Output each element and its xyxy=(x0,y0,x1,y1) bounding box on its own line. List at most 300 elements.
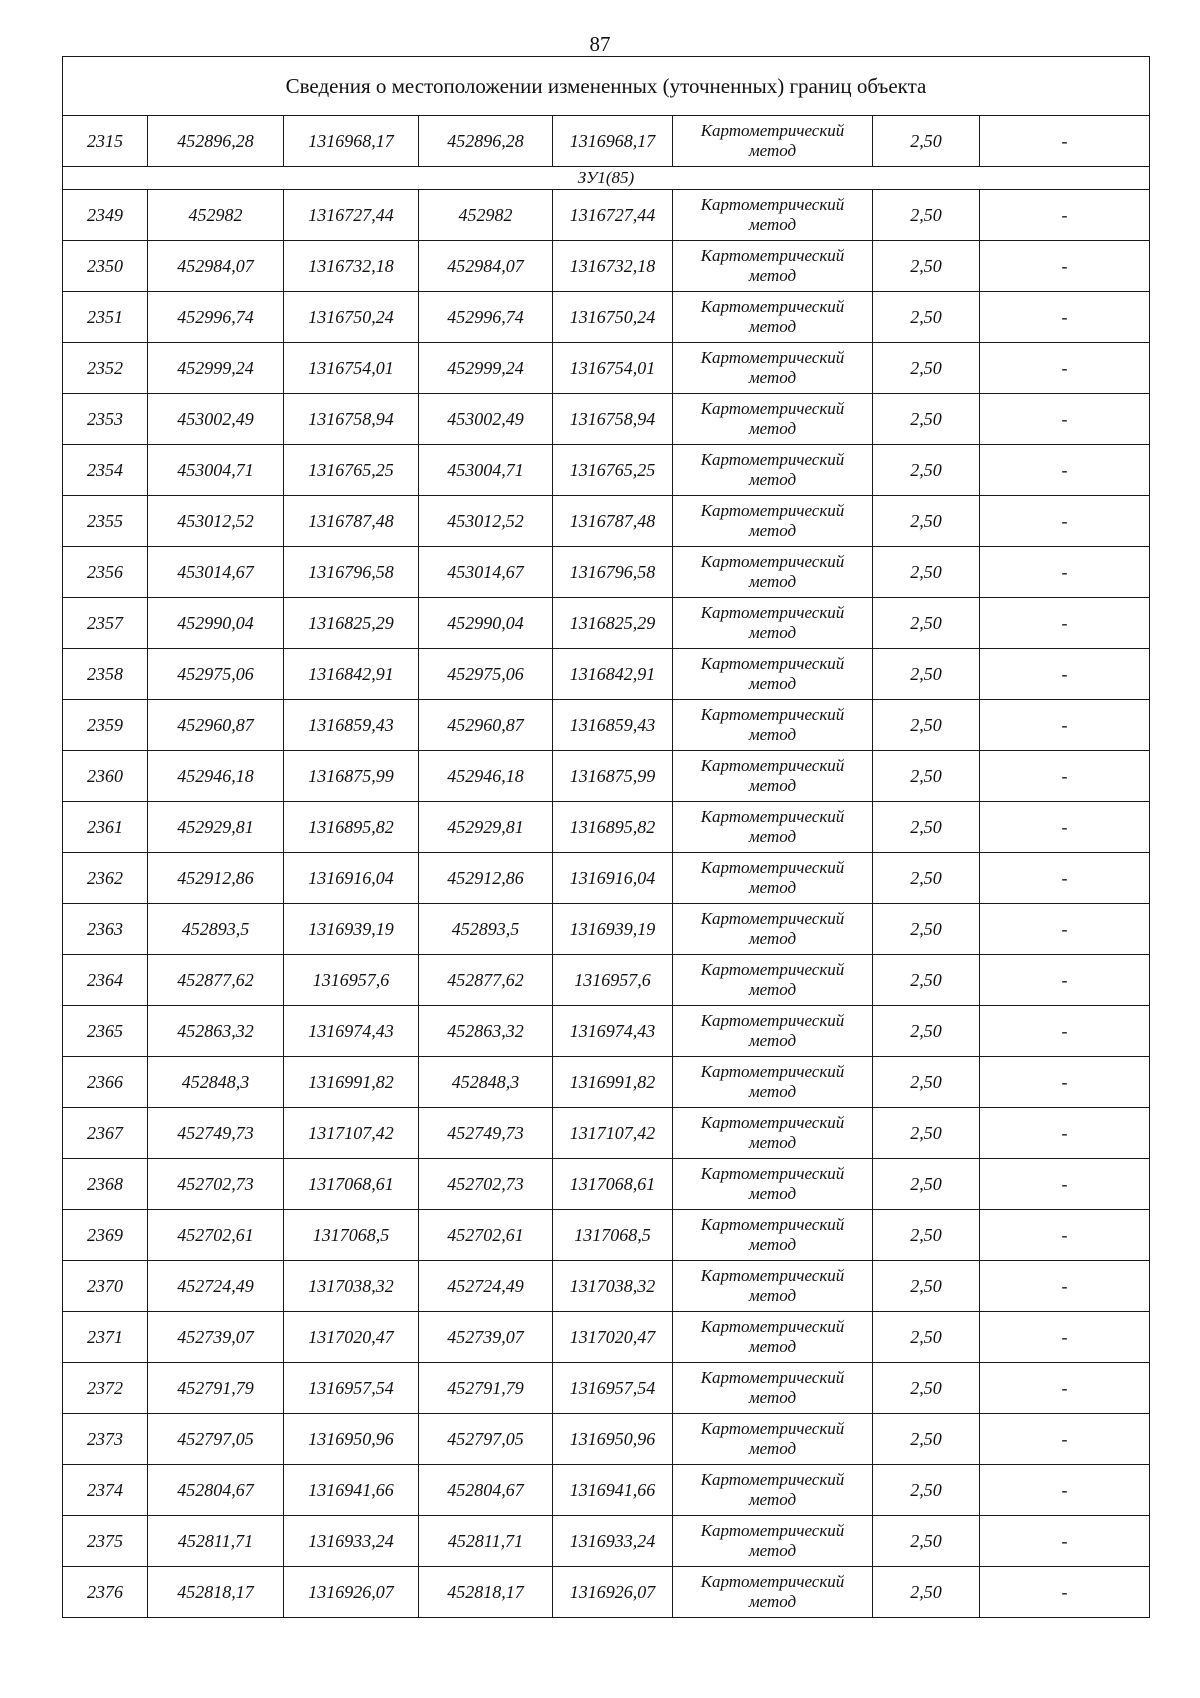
method-text-line: метод xyxy=(748,929,797,948)
refined-x-cell: 452818,17 xyxy=(419,1567,553,1618)
method-text-line: Картометрический xyxy=(700,501,845,520)
method-cell xyxy=(673,343,873,394)
existing-x-cell: 452702,61 xyxy=(148,1210,284,1261)
point-number-cell: 2361 xyxy=(63,802,148,853)
refined-x-cell: 452990,04 xyxy=(419,598,553,649)
existing-x-cell: 452975,06 xyxy=(148,649,284,700)
refined-x-cell: 452929,81 xyxy=(419,802,553,853)
method-cell xyxy=(673,1159,873,1210)
method-cell xyxy=(673,190,873,241)
existing-x-cell: 452946,18 xyxy=(148,751,284,802)
existing-x-cell: 452877,62 xyxy=(148,955,284,1006)
method-text-line: Картометрический xyxy=(700,705,845,724)
point-number-cell: 2375 xyxy=(63,1516,148,1567)
method-text-line: метод xyxy=(748,470,797,489)
note-cell: - xyxy=(980,1210,1150,1261)
table-row xyxy=(63,700,1150,751)
table-row xyxy=(63,1210,1150,1261)
accuracy-cell: 2,50 xyxy=(873,1057,980,1108)
existing-x-cell: 452990,04 xyxy=(148,598,284,649)
method-text-line: метод xyxy=(748,1235,797,1254)
method-text-line: метод xyxy=(748,1286,797,1305)
refined-x-cell: 452804,67 xyxy=(419,1465,553,1516)
method-cell xyxy=(673,496,873,547)
refined-x-cell: 452863,32 xyxy=(419,1006,553,1057)
refined-y-cell: 1316796,58 xyxy=(553,547,673,598)
accuracy-cell: 2,50 xyxy=(873,496,980,547)
refined-y-cell: 1317068,5 xyxy=(553,1210,673,1261)
existing-x-cell: 452982 xyxy=(148,190,284,241)
method-text-line: Картометрический xyxy=(700,603,845,622)
note-cell: - xyxy=(980,1567,1150,1618)
point-number-cell: 2366 xyxy=(63,1057,148,1108)
existing-y-cell: 1316933,24 xyxy=(284,1516,419,1567)
method-text-line: Картометрический xyxy=(700,756,845,775)
refined-y-cell: 1316968,17 xyxy=(553,116,673,167)
existing-y-cell: 1316750,24 xyxy=(284,292,419,343)
method-cell xyxy=(673,1465,873,1516)
method-text-line: Картометрический xyxy=(700,1419,845,1438)
existing-y-cell: 1316941,66 xyxy=(284,1465,419,1516)
method-text-line: метод xyxy=(748,878,797,897)
note-cell: - xyxy=(980,1057,1150,1108)
table-row xyxy=(63,802,1150,853)
existing-y-cell: 1316968,17 xyxy=(284,116,419,167)
method-text-line: метод xyxy=(748,1541,797,1560)
section-label: ЗУ1(85) xyxy=(63,167,1150,190)
method-text-line: метод xyxy=(748,1388,797,1407)
point-number-cell: 2362 xyxy=(63,853,148,904)
table-row xyxy=(63,751,1150,802)
method-text-line: метод xyxy=(748,317,797,336)
point-number-cell: 2364 xyxy=(63,955,148,1006)
refined-y-cell: 1316974,43 xyxy=(553,1006,673,1057)
refined-x-cell: 452702,73 xyxy=(419,1159,553,1210)
method-text-line: метод xyxy=(748,623,797,642)
refined-y-cell: 1316875,99 xyxy=(553,751,673,802)
existing-x-cell: 452811,71 xyxy=(148,1516,284,1567)
method-text-line: Картометрический xyxy=(700,1521,845,1540)
table-row xyxy=(63,1261,1150,1312)
existing-y-cell: 1316926,07 xyxy=(284,1567,419,1618)
method-text-line: метод xyxy=(748,141,797,160)
method-text-line: Картометрический xyxy=(700,1572,845,1591)
method-text-line: Картометрический xyxy=(700,121,845,140)
refined-x-cell: 452749,73 xyxy=(419,1108,553,1159)
refined-x-cell: 452877,62 xyxy=(419,955,553,1006)
refined-y-cell: 1316859,43 xyxy=(553,700,673,751)
method-cell xyxy=(673,700,873,751)
table-row xyxy=(63,496,1150,547)
existing-y-cell: 1317068,5 xyxy=(284,1210,419,1261)
accuracy-cell: 2,50 xyxy=(873,445,980,496)
accuracy-cell: 2,50 xyxy=(873,190,980,241)
point-number-cell: 2368 xyxy=(63,1159,148,1210)
refined-x-cell: 452960,87 xyxy=(419,700,553,751)
accuracy-cell: 2,50 xyxy=(873,853,980,904)
point-number-cell: 2363 xyxy=(63,904,148,955)
point-number-cell: 2369 xyxy=(63,1210,148,1261)
refined-x-cell: 453014,67 xyxy=(419,547,553,598)
refined-x-cell: 452999,24 xyxy=(419,343,553,394)
refined-y-cell: 1317038,32 xyxy=(553,1261,673,1312)
method-text-line: метод xyxy=(748,1184,797,1203)
refined-y-cell: 1316939,19 xyxy=(553,904,673,955)
accuracy-cell: 2,50 xyxy=(873,598,980,649)
table-row xyxy=(63,1465,1150,1516)
note-cell: - xyxy=(980,751,1150,802)
accuracy-cell: 2,50 xyxy=(873,292,980,343)
existing-y-cell: 1316758,94 xyxy=(284,394,419,445)
refined-y-cell: 1316895,82 xyxy=(553,802,673,853)
existing-x-cell: 453014,67 xyxy=(148,547,284,598)
refined-x-cell: 452797,05 xyxy=(419,1414,553,1465)
refined-x-cell: 452848,3 xyxy=(419,1057,553,1108)
point-number-cell: 2357 xyxy=(63,598,148,649)
method-text-line: Картометрический xyxy=(700,297,845,316)
existing-x-cell: 452797,05 xyxy=(148,1414,284,1465)
method-text-line: Картометрический xyxy=(700,1011,845,1030)
point-number-cell: 2365 xyxy=(63,1006,148,1057)
existing-y-cell: 1316916,04 xyxy=(284,853,419,904)
method-text-line: Картометрический xyxy=(700,909,845,928)
table-row xyxy=(63,1363,1150,1414)
accuracy-cell: 2,50 xyxy=(873,1108,980,1159)
point-number-cell: 2354 xyxy=(63,445,148,496)
note-cell: - xyxy=(980,190,1150,241)
refined-y-cell: 1316750,24 xyxy=(553,292,673,343)
method-cell xyxy=(673,1261,873,1312)
note-cell: - xyxy=(980,802,1150,853)
existing-x-cell: 453002,49 xyxy=(148,394,284,445)
method-text-line: Картометрический xyxy=(700,1266,845,1285)
method-cell xyxy=(673,1516,873,1567)
existing-y-cell: 1316842,91 xyxy=(284,649,419,700)
refined-x-cell: 452975,06 xyxy=(419,649,553,700)
method-text-line: метод xyxy=(748,1592,797,1611)
point-number-cell: 2315 xyxy=(63,116,148,167)
method-text-line: Картометрический xyxy=(700,807,845,826)
table-row xyxy=(63,955,1150,1006)
method-cell xyxy=(673,1210,873,1261)
note-cell: - xyxy=(980,904,1150,955)
table-row xyxy=(63,598,1150,649)
method-cell xyxy=(673,1057,873,1108)
refined-x-cell: 452739,07 xyxy=(419,1312,553,1363)
existing-y-cell: 1316727,44 xyxy=(284,190,419,241)
existing-x-cell: 453004,71 xyxy=(148,445,284,496)
point-number-cell: 2359 xyxy=(63,700,148,751)
method-text-line: Картометрический xyxy=(700,1470,845,1489)
accuracy-cell: 2,50 xyxy=(873,1516,980,1567)
refined-x-cell: 452724,49 xyxy=(419,1261,553,1312)
note-cell: - xyxy=(980,343,1150,394)
existing-y-cell: 1316957,54 xyxy=(284,1363,419,1414)
accuracy-cell: 2,50 xyxy=(873,1210,980,1261)
existing-x-cell: 452724,49 xyxy=(148,1261,284,1312)
existing-x-cell: 452791,79 xyxy=(148,1363,284,1414)
method-text-line: Картометрический xyxy=(700,348,845,367)
accuracy-cell: 2,50 xyxy=(873,1006,980,1057)
existing-y-cell: 1316895,82 xyxy=(284,802,419,853)
table-title: Сведения о местоположении измененных (уточненных) границ объекта xyxy=(63,57,1150,116)
accuracy-cell: 2,50 xyxy=(873,1363,980,1414)
point-number-cell: 2373 xyxy=(63,1414,148,1465)
table-row xyxy=(63,853,1150,904)
accuracy-cell: 2,50 xyxy=(873,700,980,751)
refined-y-cell: 1316727,44 xyxy=(553,190,673,241)
method-text-line: Картометрический xyxy=(700,1317,845,1336)
method-text-line: Картометрический xyxy=(700,1368,845,1387)
existing-y-cell: 1316859,43 xyxy=(284,700,419,751)
point-number-cell: 2353 xyxy=(63,394,148,445)
refined-y-cell: 1316916,04 xyxy=(553,853,673,904)
accuracy-cell: 2,50 xyxy=(873,955,980,1006)
table-row xyxy=(63,343,1150,394)
note-cell: - xyxy=(980,1006,1150,1057)
accuracy-cell: 2,50 xyxy=(873,1312,980,1363)
method-cell xyxy=(673,853,873,904)
note-cell: - xyxy=(980,1363,1150,1414)
method-text-line: метод xyxy=(748,725,797,744)
method-cell xyxy=(673,955,873,1006)
refined-y-cell: 1316926,07 xyxy=(553,1567,673,1618)
refined-y-cell: 1316825,29 xyxy=(553,598,673,649)
method-cell xyxy=(673,1363,873,1414)
method-text-line: Картометрический xyxy=(700,1113,845,1132)
existing-x-cell: 452996,74 xyxy=(148,292,284,343)
point-number-cell: 2355 xyxy=(63,496,148,547)
accuracy-cell: 2,50 xyxy=(873,394,980,445)
existing-x-cell: 452893,5 xyxy=(148,904,284,955)
refined-x-cell: 452996,74 xyxy=(419,292,553,343)
table-row xyxy=(63,1567,1150,1618)
method-text-line: Картометрический xyxy=(700,195,845,214)
existing-y-cell: 1317068,61 xyxy=(284,1159,419,1210)
method-cell xyxy=(673,1312,873,1363)
table-body xyxy=(63,57,1150,1618)
method-text-line: Картометрический xyxy=(700,552,845,571)
method-text-line: метод xyxy=(748,674,797,693)
point-number-cell: 2360 xyxy=(63,751,148,802)
refined-x-cell: 452811,71 xyxy=(419,1516,553,1567)
note-cell: - xyxy=(980,1108,1150,1159)
note-cell: - xyxy=(980,853,1150,904)
method-text-line: метод xyxy=(748,1133,797,1152)
existing-y-cell: 1316991,82 xyxy=(284,1057,419,1108)
table-row xyxy=(63,241,1150,292)
method-text-line: Картометрический xyxy=(700,654,845,673)
method-cell xyxy=(673,1567,873,1618)
accuracy-cell: 2,50 xyxy=(873,1414,980,1465)
refined-y-cell: 1316957,54 xyxy=(553,1363,673,1414)
existing-x-cell: 453012,52 xyxy=(148,496,284,547)
method-cell xyxy=(673,547,873,598)
method-text-line: метод xyxy=(748,1439,797,1458)
method-cell xyxy=(673,802,873,853)
note-cell: - xyxy=(980,496,1150,547)
note-cell: - xyxy=(980,1414,1150,1465)
method-cell xyxy=(673,292,873,343)
method-text-line: Картометрический xyxy=(700,450,845,469)
refined-x-cell: 452893,5 xyxy=(419,904,553,955)
method-text-line: метод xyxy=(748,419,797,438)
table-row xyxy=(63,649,1150,700)
page-number: 87 xyxy=(589,32,611,56)
existing-x-cell: 452804,67 xyxy=(148,1465,284,1516)
method-text-line: метод xyxy=(748,1031,797,1050)
existing-x-cell: 452999,24 xyxy=(148,343,284,394)
refined-x-cell: 452982 xyxy=(419,190,553,241)
refined-y-cell: 1316787,48 xyxy=(553,496,673,547)
boundary-coordinates-table xyxy=(62,56,1150,1618)
existing-x-cell: 452960,87 xyxy=(148,700,284,751)
method-text-line: Картометрический xyxy=(700,960,845,979)
existing-y-cell: 1316732,18 xyxy=(284,241,419,292)
note-cell: - xyxy=(980,547,1150,598)
method-text-line: метод xyxy=(748,827,797,846)
method-cell xyxy=(673,1108,873,1159)
method-cell xyxy=(673,1006,873,1057)
method-text-line: метод xyxy=(748,521,797,540)
note-cell: - xyxy=(980,1312,1150,1363)
refined-y-cell: 1316842,91 xyxy=(553,649,673,700)
existing-x-cell: 452739,07 xyxy=(148,1312,284,1363)
note-cell: - xyxy=(980,445,1150,496)
point-number-cell: 2372 xyxy=(63,1363,148,1414)
existing-x-cell: 452863,32 xyxy=(148,1006,284,1057)
method-text-line: метод xyxy=(748,980,797,999)
table-row xyxy=(63,1159,1150,1210)
note-cell: - xyxy=(980,1261,1150,1312)
existing-y-cell: 1316825,29 xyxy=(284,598,419,649)
point-number-cell: 2376 xyxy=(63,1567,148,1618)
refined-y-cell: 1316957,6 xyxy=(553,955,673,1006)
accuracy-cell: 2,50 xyxy=(873,1567,980,1618)
note-cell: - xyxy=(980,116,1150,167)
method-cell xyxy=(673,1414,873,1465)
method-cell xyxy=(673,649,873,700)
existing-x-cell: 452896,28 xyxy=(148,116,284,167)
refined-x-cell: 452912,86 xyxy=(419,853,553,904)
point-number-cell: 2371 xyxy=(63,1312,148,1363)
refined-y-cell: 1317068,61 xyxy=(553,1159,673,1210)
method-text-line: Картометрический xyxy=(700,858,845,877)
method-text-line: Картометрический xyxy=(700,1062,845,1081)
accuracy-cell: 2,50 xyxy=(873,1159,980,1210)
existing-y-cell: 1317038,32 xyxy=(284,1261,419,1312)
accuracy-cell: 2,50 xyxy=(873,547,980,598)
method-text-line: метод xyxy=(748,215,797,234)
method-text-line: метод xyxy=(748,776,797,795)
existing-y-cell: 1316957,6 xyxy=(284,955,419,1006)
existing-x-cell: 452702,73 xyxy=(148,1159,284,1210)
table-title-row xyxy=(63,57,1150,116)
existing-x-cell: 452984,07 xyxy=(148,241,284,292)
accuracy-cell: 2,50 xyxy=(873,649,980,700)
table-row xyxy=(63,547,1150,598)
table-row xyxy=(63,1108,1150,1159)
point-number-cell: 2356 xyxy=(63,547,148,598)
section-row xyxy=(63,167,1150,190)
refined-x-cell: 452791,79 xyxy=(419,1363,553,1414)
point-number-cell: 2350 xyxy=(63,241,148,292)
existing-y-cell: 1317107,42 xyxy=(284,1108,419,1159)
existing-y-cell: 1316765,25 xyxy=(284,445,419,496)
existing-x-cell: 452818,17 xyxy=(148,1567,284,1618)
point-number-cell: 2374 xyxy=(63,1465,148,1516)
existing-x-cell: 452929,81 xyxy=(148,802,284,853)
accuracy-cell: 2,50 xyxy=(873,751,980,802)
refined-y-cell: 1317020,47 xyxy=(553,1312,673,1363)
point-number-cell: 2370 xyxy=(63,1261,148,1312)
note-cell: - xyxy=(980,1465,1150,1516)
accuracy-cell: 2,50 xyxy=(873,904,980,955)
table-row xyxy=(63,190,1150,241)
existing-y-cell: 1316974,43 xyxy=(284,1006,419,1057)
existing-y-cell: 1317020,47 xyxy=(284,1312,419,1363)
existing-y-cell: 1316939,19 xyxy=(284,904,419,955)
table-row xyxy=(63,1516,1150,1567)
refined-x-cell: 452702,61 xyxy=(419,1210,553,1261)
method-cell xyxy=(673,904,873,955)
existing-x-cell: 452749,73 xyxy=(148,1108,284,1159)
method-cell xyxy=(673,116,873,167)
method-text-line: метод xyxy=(748,266,797,285)
accuracy-cell: 2,50 xyxy=(873,241,980,292)
method-text-line: Картометрический xyxy=(700,1164,845,1183)
note-cell: - xyxy=(980,292,1150,343)
note-cell: - xyxy=(980,394,1150,445)
method-cell xyxy=(673,751,873,802)
method-text-line: метод xyxy=(748,1337,797,1356)
method-text-line: Картометрический xyxy=(700,1215,845,1234)
note-cell: - xyxy=(980,241,1150,292)
accuracy-cell: 2,50 xyxy=(873,1261,980,1312)
point-number-cell: 2352 xyxy=(63,343,148,394)
note-cell: - xyxy=(980,700,1150,751)
note-cell: - xyxy=(980,955,1150,1006)
existing-y-cell: 1316787,48 xyxy=(284,496,419,547)
method-text-line: метод xyxy=(748,1490,797,1509)
existing-y-cell: 1316754,01 xyxy=(284,343,419,394)
refined-x-cell: 453004,71 xyxy=(419,445,553,496)
refined-x-cell: 452946,18 xyxy=(419,751,553,802)
refined-y-cell: 1316758,94 xyxy=(553,394,673,445)
accuracy-cell: 2,50 xyxy=(873,802,980,853)
accuracy-cell: 2,50 xyxy=(873,343,980,394)
existing-y-cell: 1316950,96 xyxy=(284,1414,419,1465)
accuracy-cell: 2,50 xyxy=(873,1465,980,1516)
refined-y-cell: 1316991,82 xyxy=(553,1057,673,1108)
method-cell xyxy=(673,241,873,292)
accuracy-cell: 2,50 xyxy=(873,116,980,167)
method-cell xyxy=(673,445,873,496)
refined-y-cell: 1316754,01 xyxy=(553,343,673,394)
table-row xyxy=(63,1057,1150,1108)
refined-x-cell: 453012,52 xyxy=(419,496,553,547)
refined-x-cell: 453002,49 xyxy=(419,394,553,445)
table-row xyxy=(63,1414,1150,1465)
refined-y-cell: 1316765,25 xyxy=(553,445,673,496)
refined-x-cell: 452896,28 xyxy=(419,116,553,167)
existing-x-cell: 452912,86 xyxy=(148,853,284,904)
method-cell xyxy=(673,598,873,649)
method-text-line: метод xyxy=(748,572,797,591)
existing-y-cell: 1316796,58 xyxy=(284,547,419,598)
refined-y-cell: 1316950,96 xyxy=(553,1414,673,1465)
method-text-line: метод xyxy=(748,1082,797,1101)
